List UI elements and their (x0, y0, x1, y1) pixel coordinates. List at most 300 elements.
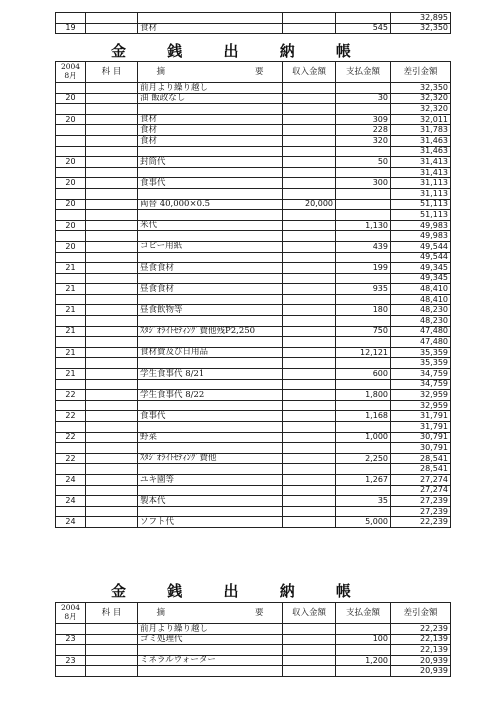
subject-cell (86, 645, 138, 656)
income-cell (283, 210, 336, 221)
ledger-row (56, 506, 451, 517)
description-cell (138, 273, 283, 284)
income-cell (283, 624, 336, 635)
subject-cell (86, 485, 138, 496)
ledger-row (56, 146, 451, 157)
balance-cell: 31,791 (391, 411, 451, 422)
header-balance: 差引金額 (391, 62, 451, 83)
description-cell: ユキ園等 (138, 474, 283, 485)
income-cell (283, 220, 336, 231)
description-cell: 昼食食材 (138, 284, 283, 295)
header-date (56, 62, 86, 83)
subject-cell (86, 655, 138, 666)
expense-cell: 935 (336, 284, 391, 295)
income-cell (283, 496, 336, 507)
subject-cell (86, 634, 138, 645)
top-ledger-table (55, 12, 451, 34)
balance-cell: 27,274 (391, 485, 451, 496)
balance-cell: 35,359 (391, 347, 451, 358)
header-income: 収入金額 (283, 62, 336, 83)
balance-cell: 28,541 (391, 453, 451, 464)
income-cell (283, 655, 336, 666)
date-cell (56, 135, 86, 146)
income-cell (283, 337, 336, 348)
balance-cell: 48,230 (391, 316, 451, 327)
date-cell: 21 (56, 263, 86, 274)
description-cell: ミネラルウォーター (138, 655, 283, 666)
subject-cell (86, 13, 138, 24)
date-cell (56, 443, 86, 454)
description-cell: ゴミ処理代 (138, 634, 283, 645)
ledger-row (56, 83, 451, 94)
subject-cell (86, 666, 138, 677)
description-cell: 食材 (138, 135, 283, 146)
subject-cell (86, 443, 138, 454)
expense-cell: 35 (336, 496, 391, 507)
subject-cell (86, 453, 138, 464)
ledger-row (56, 496, 451, 507)
expense-cell: 1,000 (336, 432, 391, 443)
main-ledger-table (55, 61, 451, 528)
balance-cell: 47,480 (391, 326, 451, 337)
subject-cell (86, 422, 138, 433)
description-cell: 食材 (138, 114, 283, 125)
income-cell (283, 634, 336, 645)
expense-cell (336, 464, 391, 475)
subject-cell (86, 23, 138, 34)
description-cell (138, 464, 283, 475)
income-cell (283, 178, 336, 189)
balance-cell: 27,239 (391, 496, 451, 507)
date-cell: 19 (56, 23, 86, 34)
expense-cell (336, 199, 391, 210)
expense-cell: 545 (336, 23, 391, 34)
subject-cell (86, 432, 138, 443)
ledger-title: 金 銭 出 納 帳 (111, 42, 369, 60)
subject-cell (86, 231, 138, 242)
description-cell (138, 294, 283, 305)
ledger-row (56, 666, 451, 677)
income-cell: 20,000 (283, 199, 336, 210)
description-cell: ｽﾀｼﾞｵﾗｲﾄｾﾃｨﾝｸﾞ費他 (138, 453, 283, 464)
description-cell (138, 167, 283, 178)
date-cell (56, 167, 86, 178)
subject-cell (86, 241, 138, 252)
subject-cell (86, 624, 138, 635)
expense-cell (336, 666, 391, 677)
description-cell: ｽﾀｼﾞｵﾗｲﾄｾﾃｨﾝｸﾞ費他残P2,250 (138, 326, 283, 337)
balance-cell: 31,463 (391, 135, 451, 146)
header-expense-2: 支払金額 (336, 603, 391, 624)
income-cell (283, 135, 336, 146)
income-cell (283, 93, 336, 104)
description-cell (138, 400, 283, 411)
income-cell (283, 464, 336, 475)
income-cell (283, 400, 336, 411)
header-subject: 科 目 (86, 62, 138, 83)
subject-cell (86, 464, 138, 475)
expense-cell: 2,250 (336, 453, 391, 464)
subject-cell (86, 83, 138, 94)
date-cell: 21 (56, 369, 86, 380)
expense-cell (336, 358, 391, 369)
balance-cell: 32,959 (391, 390, 451, 401)
header-expense: 支払金額 (336, 62, 391, 83)
subject-cell (86, 337, 138, 348)
date-cell: 20 (56, 241, 86, 252)
ledger-row (56, 390, 451, 401)
subject-cell (86, 199, 138, 210)
date-cell: 21 (56, 326, 86, 337)
header-description (138, 62, 283, 83)
ledger-row (56, 305, 451, 316)
header-month: 8月 (64, 71, 77, 80)
subject-cell (86, 379, 138, 390)
ledger-row (56, 316, 451, 327)
date-cell (56, 252, 86, 263)
description-cell (138, 645, 283, 656)
subject-cell (86, 316, 138, 327)
description-cell: 野菜 (138, 432, 283, 443)
description-cell: コピー用紙 (138, 241, 283, 252)
income-cell (283, 157, 336, 168)
income-cell (283, 422, 336, 433)
header-desc-1-2: 摘 (156, 607, 165, 618)
balance-cell: 20,939 (391, 666, 451, 677)
ledger-row (56, 443, 451, 454)
header-row-2 (56, 603, 451, 624)
date-cell (56, 146, 86, 157)
ledger-row (56, 358, 451, 369)
subject-cell (86, 517, 138, 528)
description-cell: 学生食事代 8/22 (138, 390, 283, 401)
ledger-row (56, 188, 451, 199)
description-cell: 前月より繰り越し (138, 83, 283, 94)
ledger-row (56, 411, 451, 422)
expense-cell (336, 645, 391, 656)
ledger-row (56, 464, 451, 475)
date-cell (56, 83, 86, 94)
balance-cell: 27,239 (391, 506, 451, 517)
expense-cell (336, 337, 391, 348)
expense-cell: 180 (336, 305, 391, 316)
ledger-row (56, 517, 451, 528)
ledger-row (56, 474, 451, 485)
income-cell (283, 443, 336, 454)
ledger-row (56, 263, 451, 274)
income-cell (283, 23, 336, 34)
ledger-row (56, 231, 451, 242)
income-cell (283, 263, 336, 274)
balance-cell: 31,413 (391, 167, 451, 178)
income-cell (283, 13, 336, 24)
expense-cell (336, 316, 391, 327)
date-cell: 20 (56, 157, 86, 168)
ledger-row (56, 252, 451, 263)
description-cell (138, 506, 283, 517)
ledger-row (56, 453, 451, 464)
expense-cell (336, 167, 391, 178)
ledger-row (56, 337, 451, 348)
description-cell (138, 188, 283, 199)
income-cell (283, 241, 336, 252)
expense-cell (336, 83, 391, 94)
balance-cell: 47,480 (391, 337, 451, 348)
description-cell: 食材 (138, 23, 283, 34)
ledger-row (56, 210, 451, 221)
income-cell (283, 645, 336, 656)
expense-cell: 50 (336, 157, 391, 168)
subject-cell (86, 93, 138, 104)
description-cell (138, 104, 283, 115)
ledger-row (56, 326, 451, 337)
description-cell: 前月より繰り越し (138, 624, 283, 635)
description-cell (138, 316, 283, 327)
expense-cell: 1,800 (336, 390, 391, 401)
subject-cell (86, 411, 138, 422)
date-cell: 21 (56, 284, 86, 295)
income-cell (283, 379, 336, 390)
balance-cell: 34,759 (391, 379, 451, 390)
balance-cell: 31,413 (391, 157, 451, 168)
income-cell (283, 485, 336, 496)
ledger-row (56, 284, 451, 295)
top-ledger-body (56, 13, 451, 34)
description-cell: 学生食事代 8/21 (138, 369, 283, 380)
date-cell (56, 624, 86, 635)
header-income-2: 収入金額 (283, 603, 336, 624)
ledger-row (56, 634, 451, 645)
income-cell (283, 326, 336, 337)
balance-cell: 22,139 (391, 645, 451, 656)
expense-cell: 228 (336, 125, 391, 136)
ledger-row (56, 369, 451, 380)
description-cell (138, 358, 283, 369)
header-desc-2: 要 (255, 66, 264, 77)
expense-cell: 12,121 (336, 347, 391, 358)
subject-cell (86, 496, 138, 507)
subject-cell (86, 114, 138, 125)
balance-cell: 32,320 (391, 93, 451, 104)
income-cell (283, 284, 336, 295)
balance-cell: 20,939 (391, 655, 451, 666)
header-year-2: 2004 (60, 603, 81, 613)
balance-cell: 31,783 (391, 125, 451, 136)
ledger-title-2: 金 銭 出 納 帳 (111, 582, 369, 600)
balance-cell: 32,350 (391, 83, 451, 94)
ledger-row (56, 655, 451, 666)
header-subject-2: 科 目 (86, 603, 138, 624)
balance-cell: 49,345 (391, 263, 451, 274)
income-cell (283, 411, 336, 422)
balance-cell: 28,541 (391, 464, 451, 475)
ledger-row (56, 347, 451, 358)
expense-cell (336, 400, 391, 411)
date-cell (56, 13, 86, 24)
subject-cell (86, 474, 138, 485)
date-cell: 20 (56, 199, 86, 210)
expense-cell: 750 (336, 326, 391, 337)
date-cell: 20 (56, 220, 86, 231)
expense-cell (336, 273, 391, 284)
income-cell (283, 294, 336, 305)
subject-cell (86, 146, 138, 157)
subject-cell (86, 135, 138, 146)
header-date-2 (56, 603, 86, 624)
description-cell: 両替 40,000×0.5 (138, 199, 283, 210)
date-cell (56, 485, 86, 496)
ledger-row (56, 167, 451, 178)
balance-cell: 27,274 (391, 474, 451, 485)
date-cell (56, 231, 86, 242)
date-cell: 22 (56, 453, 86, 464)
expense-cell: 439 (336, 241, 391, 252)
subject-cell (86, 347, 138, 358)
date-cell (56, 316, 86, 327)
balance-cell: 31,463 (391, 146, 451, 157)
description-cell: 食材 (138, 125, 283, 136)
income-cell (283, 369, 336, 380)
subject-cell (86, 273, 138, 284)
income-cell (283, 358, 336, 369)
date-cell: 20 (56, 178, 86, 189)
expense-cell (336, 252, 391, 263)
expense-cell: 100 (336, 634, 391, 645)
date-cell: 21 (56, 347, 86, 358)
date-cell (56, 422, 86, 433)
ledger-row (56, 220, 451, 231)
header-row (56, 62, 451, 83)
expense-cell (336, 379, 391, 390)
description-cell (138, 13, 283, 24)
income-cell (283, 666, 336, 677)
description-cell: 油 飯政なし (138, 93, 283, 104)
description-cell (138, 379, 283, 390)
expense-cell: 5,000 (336, 517, 391, 528)
income-cell (283, 252, 336, 263)
income-cell (283, 432, 336, 443)
ledger-row (56, 645, 451, 656)
income-cell (283, 506, 336, 517)
ledger-row (56, 273, 451, 284)
balance-cell: 31,791 (391, 422, 451, 433)
description-cell: 食材費及び日用品 (138, 347, 283, 358)
description-cell (138, 666, 283, 677)
header-year: 2004 (60, 62, 81, 72)
description-cell (138, 485, 283, 496)
subject-cell (86, 167, 138, 178)
balance-cell: 49,983 (391, 220, 451, 231)
date-cell: 20 (56, 114, 86, 125)
income-cell (283, 347, 336, 358)
header-description-2 (138, 603, 283, 624)
expense-cell: 30 (336, 93, 391, 104)
header-desc-1: 摘 (156, 66, 165, 77)
expense-cell: 199 (336, 263, 391, 274)
date-cell (56, 273, 86, 284)
balance-cell: 49,544 (391, 252, 451, 263)
income-cell (283, 474, 336, 485)
balance-cell: 48,410 (391, 294, 451, 305)
date-cell (56, 358, 86, 369)
description-cell (138, 210, 283, 221)
income-cell (283, 146, 336, 157)
expense-cell (336, 146, 391, 157)
ledger-row (56, 125, 451, 136)
date-cell (56, 125, 86, 136)
date-cell: 20 (56, 93, 86, 104)
date-cell: 24 (56, 496, 86, 507)
ledger-row (56, 93, 451, 104)
date-cell (56, 104, 86, 115)
date-cell (56, 666, 86, 677)
balance-cell: 32,895 (391, 13, 451, 24)
date-cell: 22 (56, 411, 86, 422)
ledger-row (56, 379, 451, 390)
subject-cell (86, 125, 138, 136)
expense-cell: 320 (336, 135, 391, 146)
balance-cell: 32,350 (391, 23, 451, 34)
description-cell: 製本代 (138, 496, 283, 507)
date-cell (56, 294, 86, 305)
main-ledger-body (56, 62, 451, 528)
description-cell (138, 146, 283, 157)
date-cell: 21 (56, 305, 86, 316)
expense-cell: 1,168 (336, 411, 391, 422)
balance-cell: 22,239 (391, 624, 451, 635)
balance-cell: 49,983 (391, 231, 451, 242)
description-cell (138, 231, 283, 242)
date-cell (56, 506, 86, 517)
ledger-row (56, 157, 451, 168)
date-cell: 22 (56, 432, 86, 443)
ledger-row (56, 104, 451, 115)
expense-cell (336, 231, 391, 242)
expense-cell (336, 443, 391, 454)
description-cell: 封筒代 (138, 157, 283, 168)
income-cell (283, 453, 336, 464)
income-cell (283, 167, 336, 178)
income-cell (283, 114, 336, 125)
date-cell: 24 (56, 474, 86, 485)
description-cell: 昼食飲物等 (138, 305, 283, 316)
description-cell: 食事代 (138, 178, 283, 189)
ledger-row (56, 422, 451, 433)
date-cell: 22 (56, 390, 86, 401)
balance-cell: 30,791 (391, 443, 451, 454)
description-cell (138, 252, 283, 263)
expense-cell (336, 188, 391, 199)
income-cell (283, 390, 336, 401)
header-balance-2: 差引金額 (391, 603, 451, 624)
subject-cell (86, 326, 138, 337)
description-cell (138, 422, 283, 433)
ledger-row (56, 199, 451, 210)
expense-cell: 1,200 (336, 655, 391, 666)
income-cell (283, 517, 336, 528)
income-cell (283, 316, 336, 327)
date-cell (56, 188, 86, 199)
balance-cell: 32,320 (391, 104, 451, 115)
description-cell: ソフト代 (138, 517, 283, 528)
subject-cell (86, 178, 138, 189)
balance-cell: 32,011 (391, 114, 451, 125)
ledger-row (56, 178, 451, 189)
subject-cell (86, 390, 138, 401)
balance-cell: 48,410 (391, 284, 451, 295)
expense-cell (336, 422, 391, 433)
income-cell (283, 273, 336, 284)
